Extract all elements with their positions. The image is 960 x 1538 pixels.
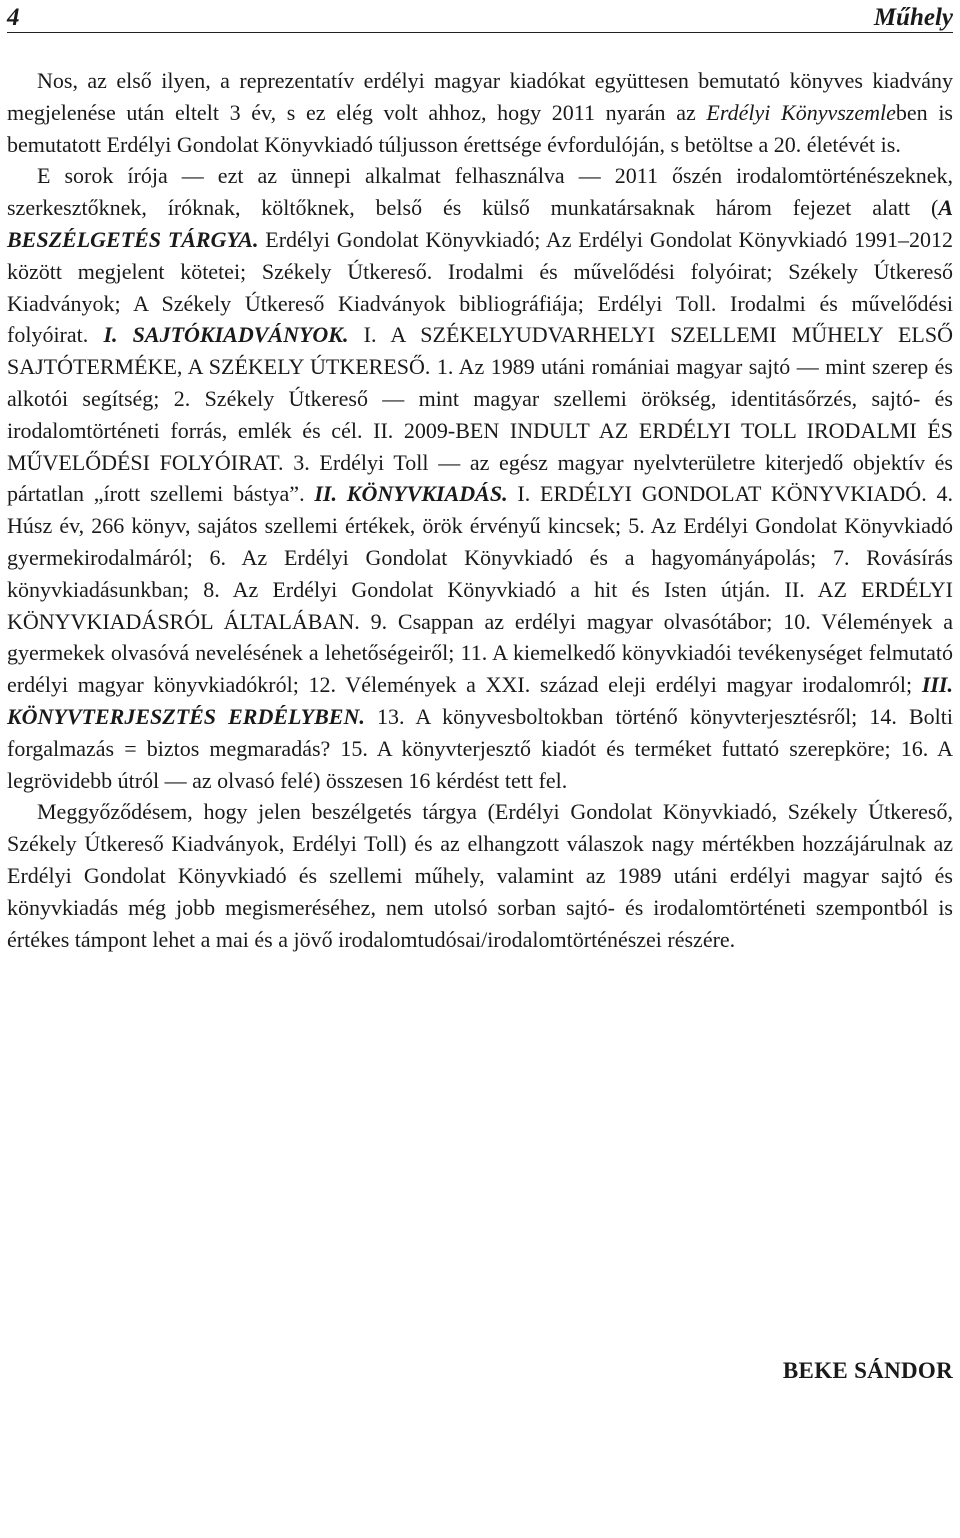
paragraph-questions <box>7 160 953 796</box>
text-run: I. ERDÉLYI GONDOLAT KÖNYVKIADÓ. 4. Húsz év, 266 könyv, sajátos szellemi értékek, örök érvényű kincsek; 5. Az Erdélyi Gondolat Könyvkiadó gyermekirodalmáról; 6. Az Erdélyi Gondolat Könyvkiadó és a hagyományápolás; 7. Rovásírás könyvkiadásunkban; 8. Az Erdélyi Gondolat Könyvkiadó a hit és Isten útján. II. AZ ERDÉLYI KÖNYVKIADÁSRÓL ÁLTALÁBAN. 9. Csappan az erdélyi magyar olvasótábor; 10. Vélemények a gyermekek olvasóvá nevelésének a lehetőségeiről; 11. A kiemelkedő könyvkiadói tevékenységet felmutató erdélyi magyar könyvkiadókról; 12. Vélemények a XXI. század eleji erdélyi magyar irodalomról; <box>7 481 953 698</box>
chapter-heading: A BESZÉLGETÉS TÁRGYA. <box>7 195 953 252</box>
text-run: ben is bemutatott Erdélyi Gondolat Könyvkiadó túljusson érettsége évfordulóján, s betöltse a 20. életévét is. <box>7 99 953 157</box>
author-signature: BEKE SÁNDOR <box>782 1358 953 1383</box>
paragraph-conclusion <box>7 796 953 955</box>
text-run: E sorok írója — ezt az ünnepi alkalmat felhasználva — 2011 őszén irodalomtörténészeknek, szerkesztőknek, íróknak, költőknek, belső és külső munkatársaknak három fejezet alatt ( <box>7 163 953 221</box>
text-run: Meggyőződésem, hogy jelen beszélgetés tárgya (Erdélyi Gondolat Könyvkiadó, Székely Útkereső, Székely Útkereső Kiadványok, Erdélyi Toll) és az elhangzott válaszok nagy mértékben hozzájárulnak az Erdélyi Gondolat Könyvkiadó és szellemi műhely, valamint az 1989 utáni erdélyi magyar sajtó és könyvkiadás még jobb megismeréséhez, nem utolsó sorban sajtó- és irodalomtörténeti szempontból is értékes támpont lehet a mai és a jövő irodalomtudósai/irodalomtörténészei részére. <box>7 799 953 952</box>
chapter-heading: III. KÖNYVTERJESZTÉS ERDÉLYBEN. <box>7 672 953 729</box>
page-number: 4 <box>7 4 20 31</box>
journal-title: Erdélyi Könyvszemle <box>706 99 896 125</box>
section-title: Műhely <box>873 4 953 31</box>
chapter-heading: II. KÖNYVKIADÁS. <box>314 481 508 507</box>
paragraph-intro <box>7 65 953 160</box>
text-run: Erdélyi Gondolat Könyvkiadó; Az Erdélyi Gondolat Könyvkiadó 1991–2012 között megjelent kötetei; Székely Útkereső. Irodalmi és művelődési folyóirat; Székely Útkereső Kiadványok; A Székely Útkereső Kiadványok bibliográfiája; Erdélyi Toll. Irodalmi és művelődési folyóirat. <box>7 226 954 348</box>
text-run: Nos, az első ilyen, a reprezentatív erdélyi magyar kiadókat együttesen bemutató könyves kiadvány megjelenése után eltelt 3 év, s ez elég volt ahhoz, hogy 2011 nyarán az <box>7 68 953 125</box>
article-body <box>7 65 953 955</box>
text-run: 13. A könyvesboltokban történő könyvterjesztésről; 14. Bolti forgalmazás = biztos megmaradás? 15. A könyvterjesztő kiadót és terméket futtató szerepköre; 16. A legrövidebb útról — az olvasó felé) összesen 16 kérdést tett fel. <box>7 703 953 793</box>
page-header <box>7 0 953 33</box>
chapter-heading: I. SAJTÓKIADVÁNYOK. <box>103 322 349 348</box>
text-run: I. A SZÉKELYUDVARHELYI SZELLEMI MŰHELY ELSŐ SAJTÓTERMÉKE, A SZÉKELY ÚTKERESŐ. 1. Az 1989 utáni romániai magyar sajtó — mint szerep és alkotói segítség; 2. Székely Útkereső — mint magyar szellemi örökség, identitásőrzés, sajtó- és irodalomtörténeti forrás, emlék és cél. II. 2009-BEN INDULT AZ ERDÉLYI TOLL IRODALMI ÉS MŰVELŐDÉSI FOLYÓIRAT. 3. Erdélyi Toll — az egész magyar nyelvterületre kiterjedő objektív és pártatlan „írott szellemi bástya”. <box>7 322 953 507</box>
